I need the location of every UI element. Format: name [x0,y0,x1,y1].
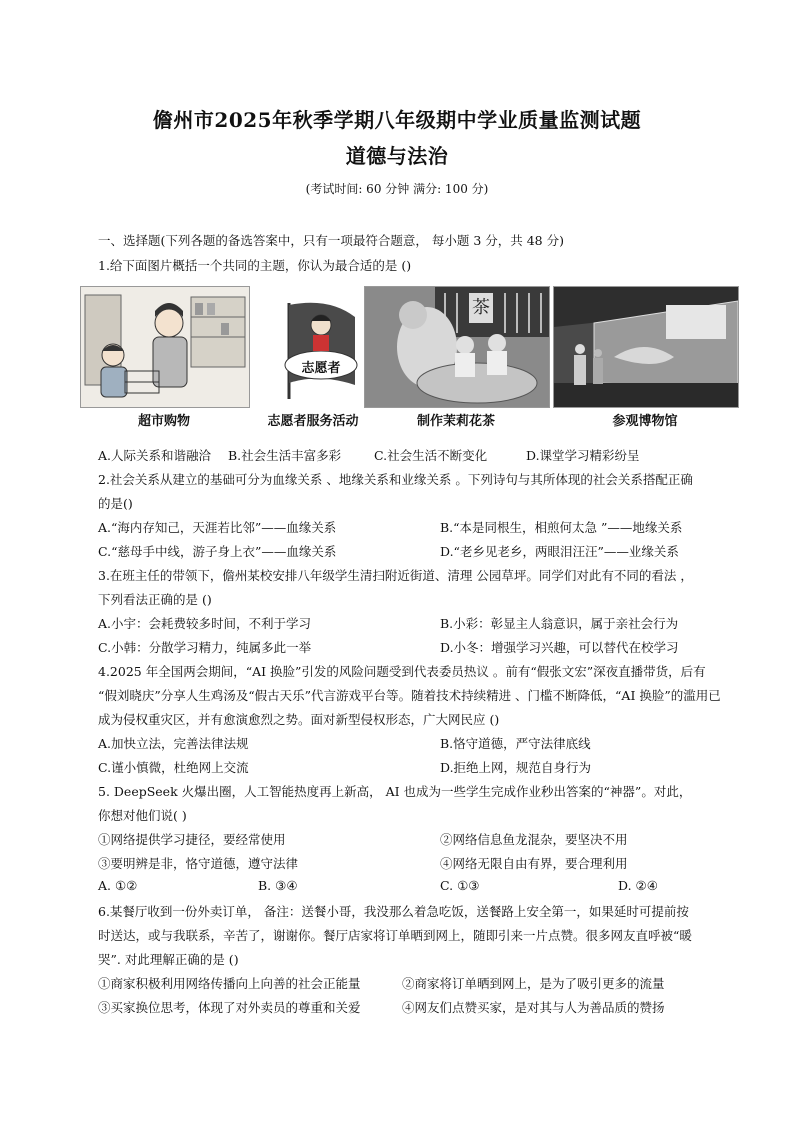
tea-making-photo [364,286,550,408]
supermarket-illustration [80,286,250,408]
volunteer-illustration [258,286,364,408]
volunteer-flag-text: 志愿者 [301,361,341,376]
q3-option-a: A.小宇：会耗费较多时间，不利于学习 [98,616,312,631]
q5-option-c: C. ①③ [440,878,480,893]
q6-item-3: ③买家换位思考，体现了对外卖员的尊重和关爱 [98,1000,361,1015]
q6-item-4: ④网友们点赞买家，是对其与人为善品质的赞扬 [402,1000,665,1015]
q5-item-3: ③要明辨是非，恪守道德，遵守法律 [98,856,299,871]
q2-option-d: D.“老乡见老乡，两眼泪汪汪”——业缘关系 [440,544,679,559]
q2-option-b: B.“本是同根生，相煎何太急 ”——地缘关系 [440,520,683,535]
q5-option-a: A. ①② [98,878,138,893]
caption-museum: 参观博物馆 [612,414,678,429]
q1-option-d: D.课堂学习精彩纷呈 [526,448,640,463]
section-heading: 一、选择题(下列各题的备选答案中，只有一项最符合题意， 每小题 3 分，共 48 分) [98,233,564,248]
q2-stem: 2.社会关系从建立的基础可分为血缘关系 、地缘关系和业缘关系 。下列诗句与其所体现的社会关系搭配正确 [98,472,693,487]
q3-option-d: D.小冬：增强学习兴趣，可以替代在校学习 [440,640,679,655]
q6-stem: 6.某餐厅收到一份外卖订单， 备注：送餐小哥，我没那么着急吃饭，送餐路上安全第一，如果延时可提前按 [98,904,689,919]
q5-item-1: ①网络提供学习捷径，要经常使用 [98,832,286,847]
exam-title: 儋州市2025年秋季学期八年级期中学业质量监测试题 [152,108,642,132]
subject-title: 道德与法治 [345,144,449,168]
q4-option-b: B.恪守道德，严守法律底线 [440,736,591,751]
q5-option-b: B. ③④ [258,878,298,893]
q4-stem-cont: “假刘晓庆”分享人生鸡汤及“假古天乐”代言游戏平台等。随着技术持续精进 、门槛不断降低，“AI 换脸”的滥用已 [98,688,721,703]
q6-stem-cont: 时送达，或与我联系，辛苦了，谢谢你。餐厅店家将订单晒到网上，随即引来一片点赞。很多网友直呼被“暖 [98,928,692,943]
q5-option-d: D. ②④ [618,878,658,893]
q4-stem: 4.2025 年全国两会期间，“AI 换脸”引发的风险问题受到代表委员热议 。前有“假张文宏”深夜直播带货，后有 [98,664,706,679]
q1-option-b: B.社会生活丰富多彩 [228,448,342,463]
q2-stem-cont: 的是() [98,496,133,511]
tea-sign: 茶 [469,293,493,323]
q3-option-c: C.小韩：分散学习精力，纯属多此一举 [98,640,312,655]
q2-option-a: A.“海内存知己，天涯若比邻”——血缘关系 [98,520,337,535]
q3-stem-cont: 下列看法正确的是 () [98,592,212,607]
q3-option-b: B.小彩：彰显主人翁意识，属于亲社会行为 [440,616,679,631]
q5-stem-cont: 你想对他们说( ) [98,808,187,823]
q6-stem-cont2: 哭”. 对此理解正确的是 () [98,952,239,967]
q4-option-c: C.谨小慎微，杜绝网上交流 [98,760,249,775]
q1-stem: 1.给下面图片概括一个共同的主题，你认为最合适的是 () [98,258,412,273]
q5-item-2: ②网络信息鱼龙混杂，要坚决不用 [440,832,628,847]
caption-supermarket: 超市购物 [137,414,190,429]
q5-stem: 5. DeepSeek 火爆出圈，人工智能热度再上新高， AI 也成为一些学生完成作业秒出答案的“神器”。对此， [98,784,692,799]
q4-stem-cont2: 成为侵权重灾区，并有愈演愈烈之势。面对新型侵权形态，广大网民应 () [98,712,500,727]
museum-photo [553,286,739,408]
q4-option-a: A.加快立法，完善法律法规 [98,736,249,751]
q6-item-1: ①商家积极利用网络传播向上向善的社会正能量 [98,976,361,991]
q1-option-a: A.人际关系和谐融洽 [98,448,212,463]
q3-stem: 3.在班主任的带领下，儋州某校安排八年级学生清扫附近街道、清理 公园草坪。同学们对此有不同的看法 ， [98,568,693,583]
caption-tea: 制作茉莉花茶 [416,414,495,429]
q2-option-c: C.“慈母手中线，游子身上衣”——血缘关系 [98,544,337,559]
caption-volunteer: 志愿者服务活动 [267,414,359,429]
q4-option-d: D.拒绝上网，规范自身行为 [440,760,592,775]
exam-meta: (考试时间: 60 分钟 满分: 100 分) [305,182,489,196]
q1-option-c: C.社会生活不断变化 [374,448,488,463]
q5-item-4: ④网络无限自由有界，要合理利用 [440,856,628,871]
q6-item-2: ②商家将订单晒到网上，是为了吸引更多的流量 [402,976,665,991]
